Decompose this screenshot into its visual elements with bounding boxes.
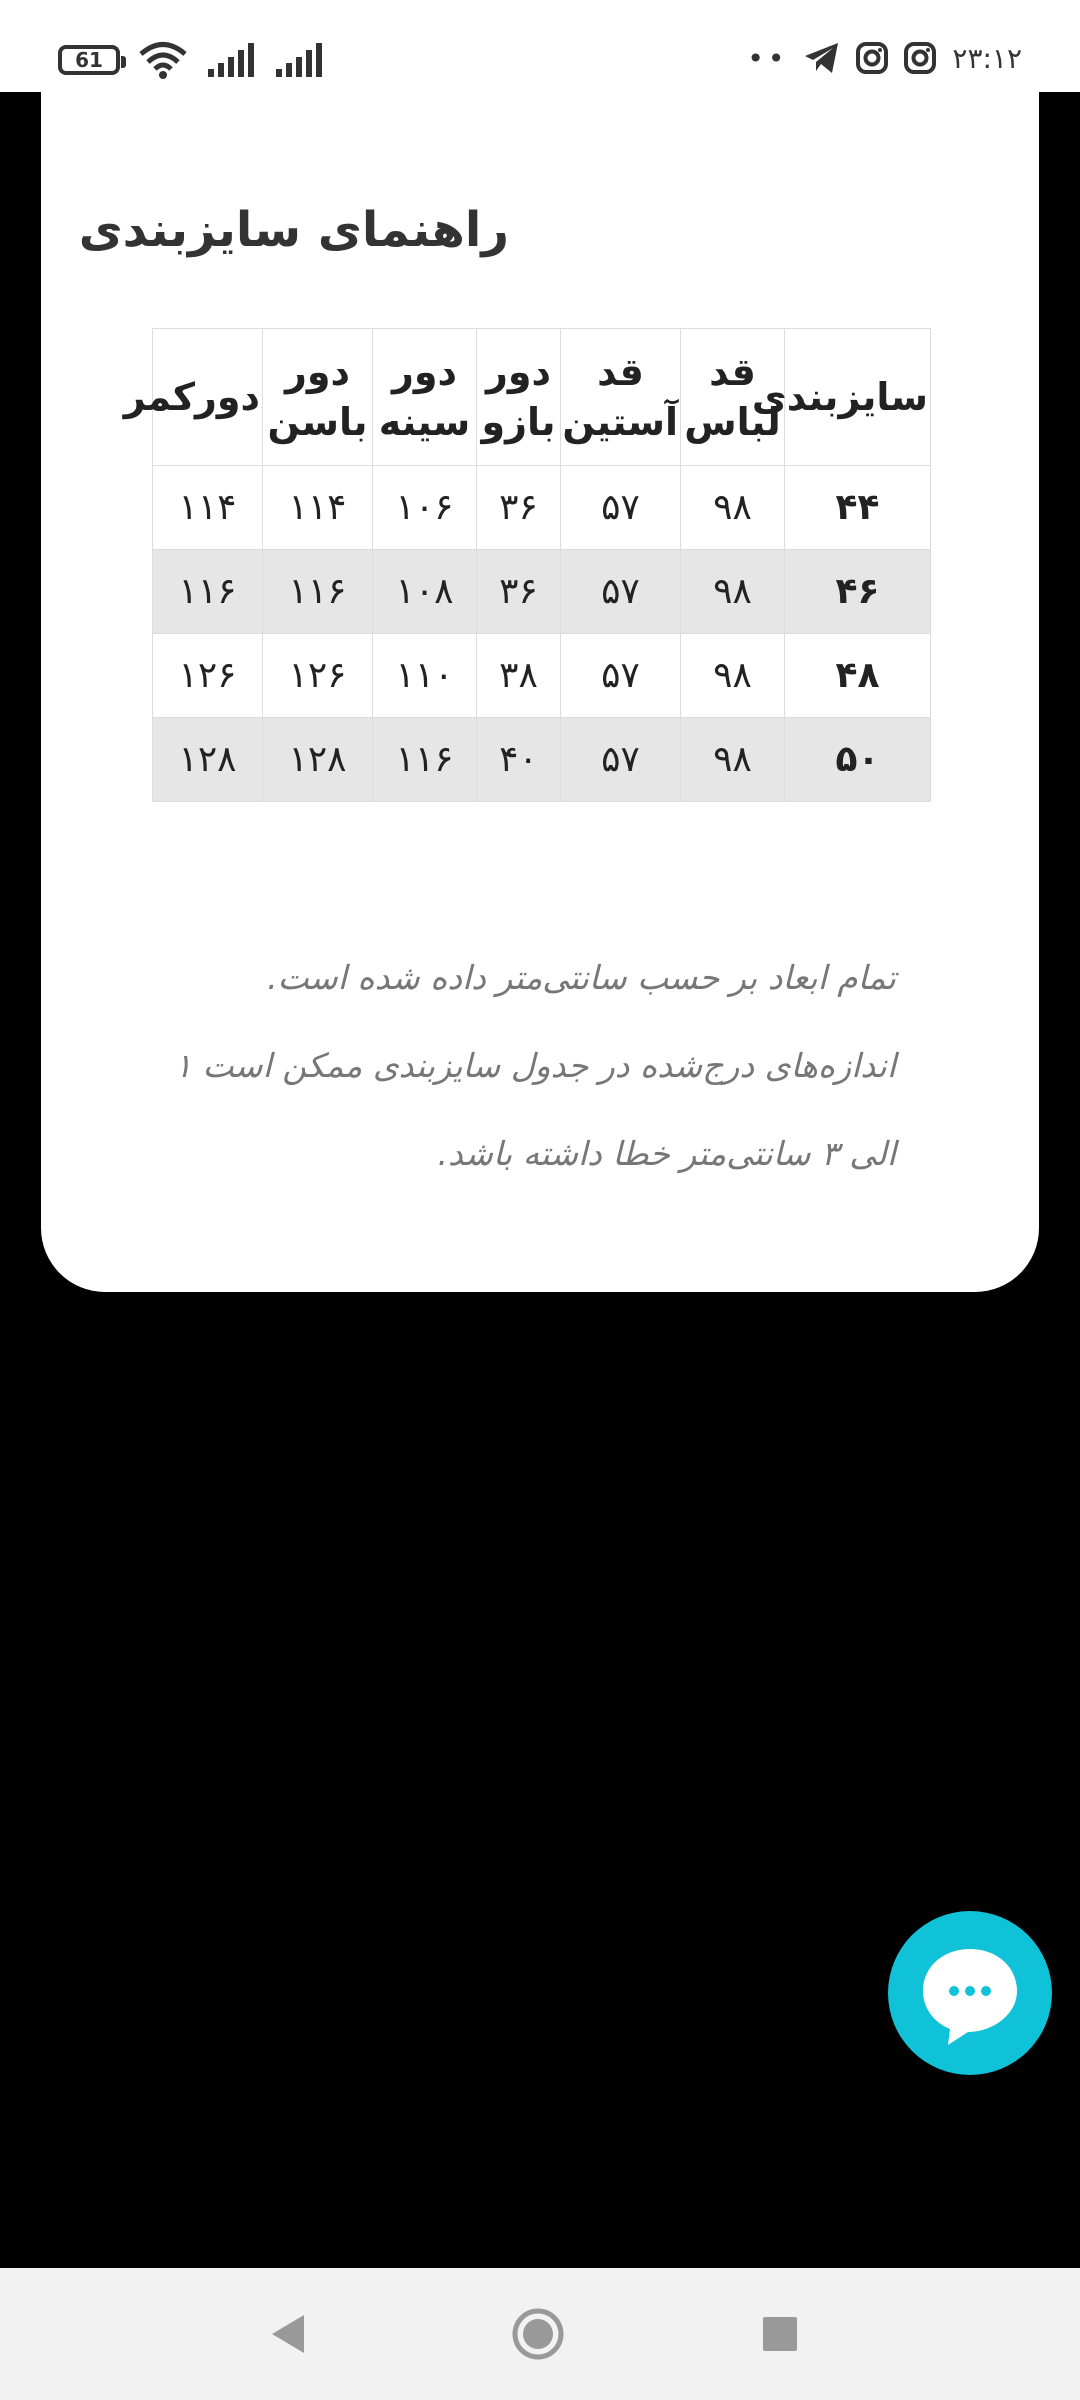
back-icon (268, 2313, 308, 2355)
table-cell: ۱۱۴ (153, 466, 263, 550)
page-title: راهنمای سایزبندی (78, 202, 509, 258)
signal-icon (206, 43, 256, 77)
status-bar (0, 0, 1080, 92)
table-cell: ۱۰۶ (373, 466, 477, 550)
status-time: ۲۳:۱۲ (952, 41, 1022, 75)
table-cell: ۱۲۶ (153, 634, 263, 718)
battery-level: 61 (75, 48, 103, 72)
header-sleeve-length: قد آستین (561, 329, 681, 466)
table-cell: ۴۰ (477, 718, 561, 802)
chat-button[interactable] (888, 1911, 1052, 2075)
table-cell: ۴۴ (785, 466, 931, 550)
table-cell: ۵۷ (561, 466, 681, 550)
recents-button[interactable] (720, 2268, 840, 2400)
table-cell: ۵۷ (561, 634, 681, 718)
table-cell: ۳۶ (477, 466, 561, 550)
navigation-bar (0, 2268, 1080, 2400)
table-cell: ۵۷ (561, 550, 681, 634)
header-size: سایزبندی (785, 329, 931, 466)
table-cell: ۱۲۸ (153, 718, 263, 802)
status-bar-system-icons (58, 40, 324, 80)
wifi-icon (138, 41, 188, 79)
table-cell: ۱۱۶ (263, 550, 373, 634)
recents-icon (762, 2316, 798, 2352)
table-cell: ۴۶ (785, 550, 931, 634)
table-header-row (153, 329, 931, 466)
size-guide-card (41, 92, 1039, 1292)
telegram-icon (804, 42, 840, 74)
note-line: تمام ابعاد بر حسب سانتی‌متر داده شده است. (267, 958, 896, 997)
table-cell: ۱۲۸ (263, 718, 373, 802)
home-button[interactable] (478, 2268, 598, 2400)
size-notes (136, 934, 896, 1198)
chat-bubble-icon (888, 1911, 1052, 2075)
home-icon (511, 2307, 565, 2361)
header-hip-circumference: دور باسن (263, 329, 373, 466)
table-row (153, 718, 931, 802)
more-notifications-indicator: •• (747, 41, 789, 75)
size-table (123, 328, 931, 802)
note-line: اندازه‌های درج‌شده در جدول سایزبندی ممکن است ۱ (174, 1046, 896, 1085)
back-button[interactable] (228, 2268, 348, 2400)
table-row (153, 550, 931, 634)
table-cell: ۵۷ (561, 718, 681, 802)
signal-icon (274, 43, 324, 77)
table-cell: ۳۶ (477, 550, 561, 634)
table-cell: ۵۰ (785, 718, 931, 802)
table-cell: ۴۸ (785, 634, 931, 718)
instagram-icon (856, 42, 888, 74)
table-cell: ۱۱۰ (373, 634, 477, 718)
table-cell: ۹۸ (681, 634, 785, 718)
header-arm-circumference: دور بازو (477, 329, 561, 466)
header-waist-circumference: دورکمر (153, 329, 263, 466)
instagram-icon (904, 42, 936, 74)
table-cell: ۱۱۴ (263, 466, 373, 550)
table-cell: ۳۸ (477, 634, 561, 718)
table-cell: ۱۰۸ (373, 550, 477, 634)
header-dress-length: قد لباس (681, 329, 785, 466)
table-row (153, 634, 931, 718)
table-cell: ۹۸ (681, 718, 785, 802)
table-cell: ۹۸ (681, 550, 785, 634)
table-cell: ۱۱۶ (373, 718, 477, 802)
note-line: الی ۳ سانتی‌متر خطا داشته باشد. (437, 1134, 896, 1173)
table-cell: ۱۲۶ (263, 634, 373, 718)
table-cell: ۹۸ (681, 466, 785, 550)
status-bar-notifications (747, 38, 1022, 78)
battery-icon (58, 45, 120, 75)
header-chest-circumference: دور سینه (373, 329, 477, 466)
table-row (153, 466, 931, 550)
table-cell: ۱۱۶ (153, 550, 263, 634)
